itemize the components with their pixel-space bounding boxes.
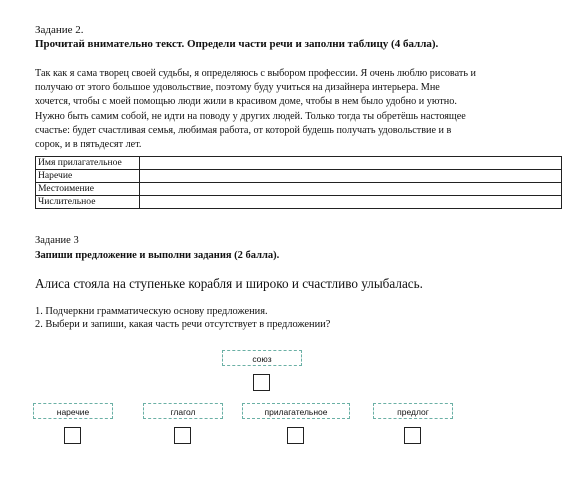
task2-question-1: 1. Подчеркни грамматическую основу предложения. [35,306,268,317]
table-row [36,183,562,196]
passage-line: хочется, чтобы с моей помощью люди жили в красивом доме, чтобы в нем было удобно и уютно. [35,96,457,108]
option-conjunction-label: союз [222,350,302,366]
row-label-pronoun: Местоимение [36,183,140,196]
option-adverb-label: наречие [33,403,113,419]
option-conjunction [222,350,302,395]
row-label-adverb: Наречие [36,170,140,183]
passage-text [35,67,565,152]
answer-cell-numeral[interactable] [140,196,562,209]
table-row [36,196,562,209]
passage-line: получаю от этого большое удовольствие, поэтому буду учиться на дизайнера интерьера. Мне [35,82,440,94]
option-adjective-checkbox[interactable] [287,427,304,444]
answer-cell-adjective[interactable] [140,157,562,170]
task2-sentence: Алиса стояла на ступеньке корабля и широко и счастливо улыбалась. [35,276,423,291]
option-adjective [242,403,350,448]
option-adjective-label: прилагательное [242,403,350,419]
task2-question-2: 2. Выбери и запиши, какая часть речи отсутствует в предложении? [35,319,331,330]
task1-label: Задание 2. [35,24,84,36]
passage-line: Так как я сама творец своей судьбы, я определяюсь с выбором профессии. Я очень люблю рисовать и [35,68,476,79]
option-preposition-checkbox[interactable] [404,427,421,444]
option-verb-checkbox[interactable] [174,427,191,444]
row-label-adjective: Имя прилагательное [36,157,140,170]
passage-line: сорок, и в пятьдесят лет. [35,139,142,151]
parts-of-speech-table [35,156,562,209]
table-row [36,157,562,170]
task2-label: Задание 3 [35,235,79,246]
row-label-numeral: Числительное [36,196,140,209]
passage-line: счастье: будет счастливая семья, любимая работа, от которой будешь получать удовольствие и в [35,124,452,136]
task1-title: Прочитай внимательно текст. Определи части речи и заполни таблицу (4 балла). [35,38,439,50]
option-preposition [373,403,453,448]
option-adverb [33,403,113,448]
option-verb-label: глагол [143,403,223,419]
option-adverb-checkbox[interactable] [64,427,81,444]
answer-cell-pronoun[interactable] [140,183,562,196]
answer-cell-adverb[interactable] [140,170,562,183]
option-verb [143,403,223,448]
option-conjunction-checkbox[interactable] [253,374,270,391]
task2-title: Запиши предложение и выполни задания (2 балла). [35,250,280,261]
option-preposition-label: предлог [373,403,453,419]
passage-line: Нужно быть самим собой, не идти на поводу у других людей. Только тогда ты обретёшь настоящее [35,110,466,122]
table-row [36,170,562,183]
